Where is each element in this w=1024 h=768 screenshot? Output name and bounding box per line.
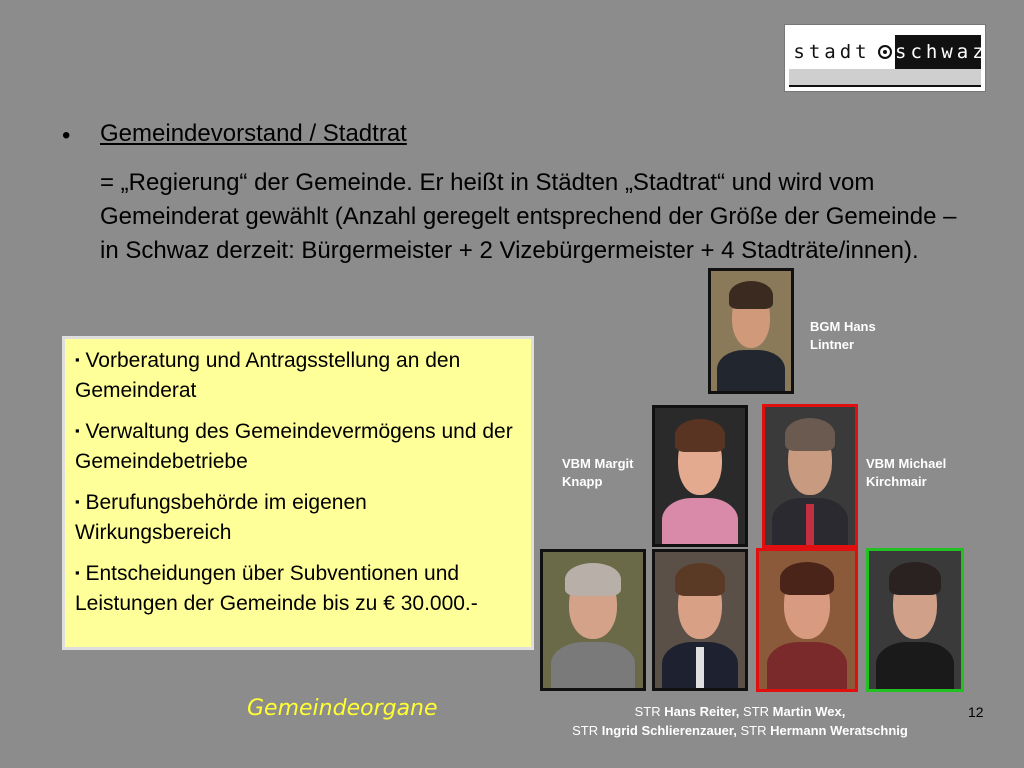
str-prefix: STR [740, 723, 767, 738]
definition-paragraph: = „Regierung“ der Gemeinde. Er heißt in Städten „Stadtrat“ und wird vom Gemeinderat gewählt (Anzahl geregelt entsprechend der Größe der Gemeinde – in Schwaz derzeit: Bürgermeister + 2 Vizebürgermeister + 4 Stadträte/innen). [100, 169, 957, 264]
page-number: 12 [968, 704, 984, 720]
responsibility-text: Verwaltung des Gemeindevermögens und der Gemeindebetriebe [75, 420, 513, 473]
caption-bgm [810, 318, 876, 354]
heading-bullet: • [62, 122, 71, 149]
caption-bgm-line1: BGM Hans [810, 319, 876, 334]
organs-title: Gemeindeorgane [247, 696, 438, 721]
caption-vbm-kirchmair-line2: Kirchmair [866, 474, 927, 489]
str-prefix: STR [743, 704, 770, 719]
members-line-1 [520, 702, 960, 721]
responsibilities-box [62, 336, 534, 650]
photo-vbm-knapp [652, 405, 748, 547]
responsibility-item [75, 345, 521, 406]
photo-bgm-lintner [708, 268, 794, 394]
logo-underline [789, 85, 981, 87]
square-bullet-icon: ▪ [75, 352, 80, 367]
responsibility-item [75, 487, 521, 548]
str-prefix: STR [634, 704, 661, 719]
photo-str-weratschnig [866, 548, 964, 692]
str-prefix: STR [572, 723, 599, 738]
responsibility-text: Entscheidungen über Subventionen und Leistungen der Gemeinde bis zu € 30.000.- [75, 562, 478, 615]
square-bullet-icon: ▪ [75, 565, 80, 580]
stadt-schwaz-logo [784, 24, 986, 92]
members-line-2 [520, 721, 960, 740]
stadtrat-members-caption [520, 702, 960, 740]
responsibility-text: Vorberatung und Antragsstellung an den Gemeinderat [75, 349, 461, 402]
caption-vbm-knapp [562, 455, 634, 491]
slide-heading: Gemeindevorstand / Stadtrat [100, 120, 407, 147]
caption-vbm-knapp-line2: Knapp [562, 474, 603, 489]
photo-str-reiter [540, 549, 646, 691]
caption-bgm-line2: Lintner [810, 337, 855, 352]
responsibility-text: Berufungsbehörde im eigenen Wirkungsbereich [75, 491, 367, 544]
photo-vbm-kirchmair [762, 404, 858, 548]
logo-gray-bar [789, 69, 981, 85]
square-bullet-icon: ▪ [75, 423, 80, 438]
member-name: Hermann Weratschnig [770, 723, 908, 738]
caption-vbm-kirchmair [866, 455, 946, 491]
member-name: Ingrid Schlierenzauer, [601, 723, 737, 738]
logo-circle-icon [875, 35, 895, 69]
responsibility-item [75, 558, 521, 619]
logo-text-right: schwaz [895, 35, 981, 69]
logo-text-left: stadt [789, 35, 875, 69]
square-bullet-icon: ▪ [75, 494, 80, 509]
caption-vbm-kirchmair-line1: VBM Michael [866, 456, 947, 471]
photo-str-wex [652, 549, 748, 691]
member-name: Hans Reiter, [664, 704, 740, 719]
responsibility-item [75, 416, 521, 477]
member-name: Martin Wex, [772, 704, 846, 719]
caption-vbm-knapp-line1: VBM Margit [562, 456, 634, 471]
photo-str-schlierenzauer [756, 548, 858, 692]
